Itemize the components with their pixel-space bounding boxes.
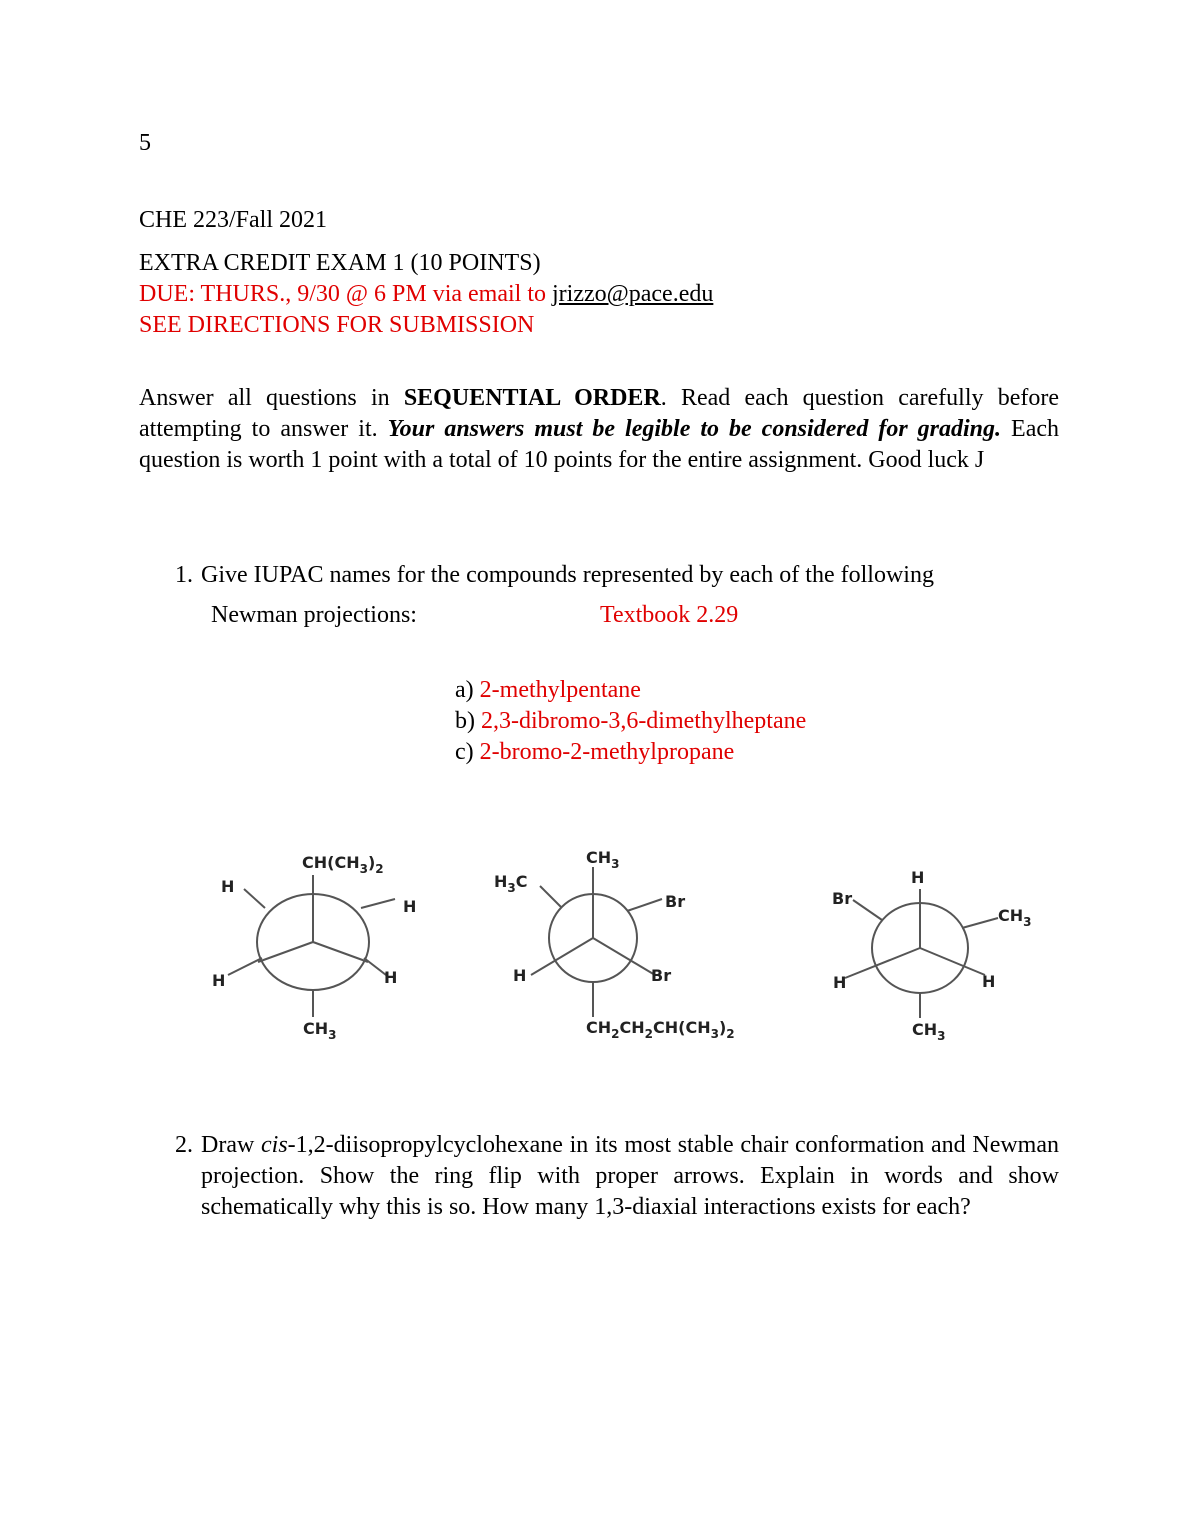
q2-text-1: Draw [201, 1132, 261, 1158]
smiley-glyph: J [974, 447, 985, 473]
course-title: CHE 223/Fall 2021 [139, 207, 328, 233]
newman-b-top: $CH_3$ [586, 848, 620, 871]
answer-c-text: 2-bromo-2-methylpropane [479, 739, 735, 765]
intro-emphasis-2: Your answers must be legible to be considered for grading. [387, 416, 1002, 442]
q1-reference: Textbook 2.29 [600, 602, 739, 628]
intro-emphasis-1: SEQUENTIAL ORDER [403, 385, 661, 411]
q2-number: 2. [175, 1132, 193, 1158]
newman-a-lower-right: H [384, 968, 398, 987]
answer-b-text: 2,3-dibromo-3,6-dimethylheptane [481, 708, 807, 734]
newman-c-upper-left: Br [832, 889, 853, 908]
submission-directions: SEE DIRECTIONS FOR SUBMISSION [139, 312, 535, 338]
exam-title: EXTRA CREDIT EXAM 1 (10 POINTS) [139, 250, 541, 276]
newman-a-top: $CH(CH_3)_2$ [302, 853, 384, 876]
newman-c-upper-right: $CH_3$ [998, 906, 1032, 929]
page-number: 5 [139, 130, 151, 156]
answer-b-label: b) [455, 708, 475, 734]
intro-text-2: . Read each question carefully before attempting to answer it. [139, 385, 1059, 442]
q2-italic: cis [261, 1132, 288, 1158]
email-link[interactable]: jrizzo@pace.edu [552, 281, 714, 307]
newman-b-bottom: $CH_2CH_2CH(CH_3)_2$ [586, 1018, 735, 1041]
newman-b-upper-left: $H_3C$ [494, 872, 528, 895]
newman-a-upper-right: H [403, 897, 417, 916]
answer-c-label: c) [455, 739, 474, 765]
q2-text-2: -1,2-diisopropylcyclohexane in its most stable chair conformation and Newman projection. Show the ring flip with proper arrows. Explain in words and show schematically why this is so. How many 1,3-diaxial interactions exists for each? [201, 1132, 1059, 1220]
answer-a-text: 2-methylpentane [479, 677, 641, 703]
q1-line2: Newman projections: [211, 602, 417, 628]
newman-c-bottom: $CH_3$ [912, 1020, 946, 1043]
newman-b-upper-right: Br [665, 892, 686, 911]
newman-b-lower-right: Br [651, 966, 672, 985]
newman-a-upper-left: H [221, 877, 235, 896]
q2-text [201, 1130, 1059, 1223]
intro-text-1: Answer all questions in [139, 385, 404, 411]
q1-number: 1. [175, 562, 193, 588]
intro-text-3: Each question is worth 1 point with a total of 10 points for the entire assignment. Good luck [139, 416, 1059, 473]
q1-line1: Give IUPAC names for the compounds represented by each of the following [201, 562, 934, 588]
newman-c-top: H [911, 868, 925, 887]
newman-c-lower-right: H [982, 972, 996, 991]
newman-a-lower-left: H [212, 971, 226, 990]
newman-b-lower-left: H [513, 966, 527, 985]
answer-a-label: a) [455, 677, 474, 703]
newman-a-bottom: $CH_3$ [303, 1019, 337, 1042]
newman-c-lower-left: H [833, 973, 847, 992]
due-text: DUE: THURS., 9/30 @ 6 PM via email to [139, 281, 552, 307]
